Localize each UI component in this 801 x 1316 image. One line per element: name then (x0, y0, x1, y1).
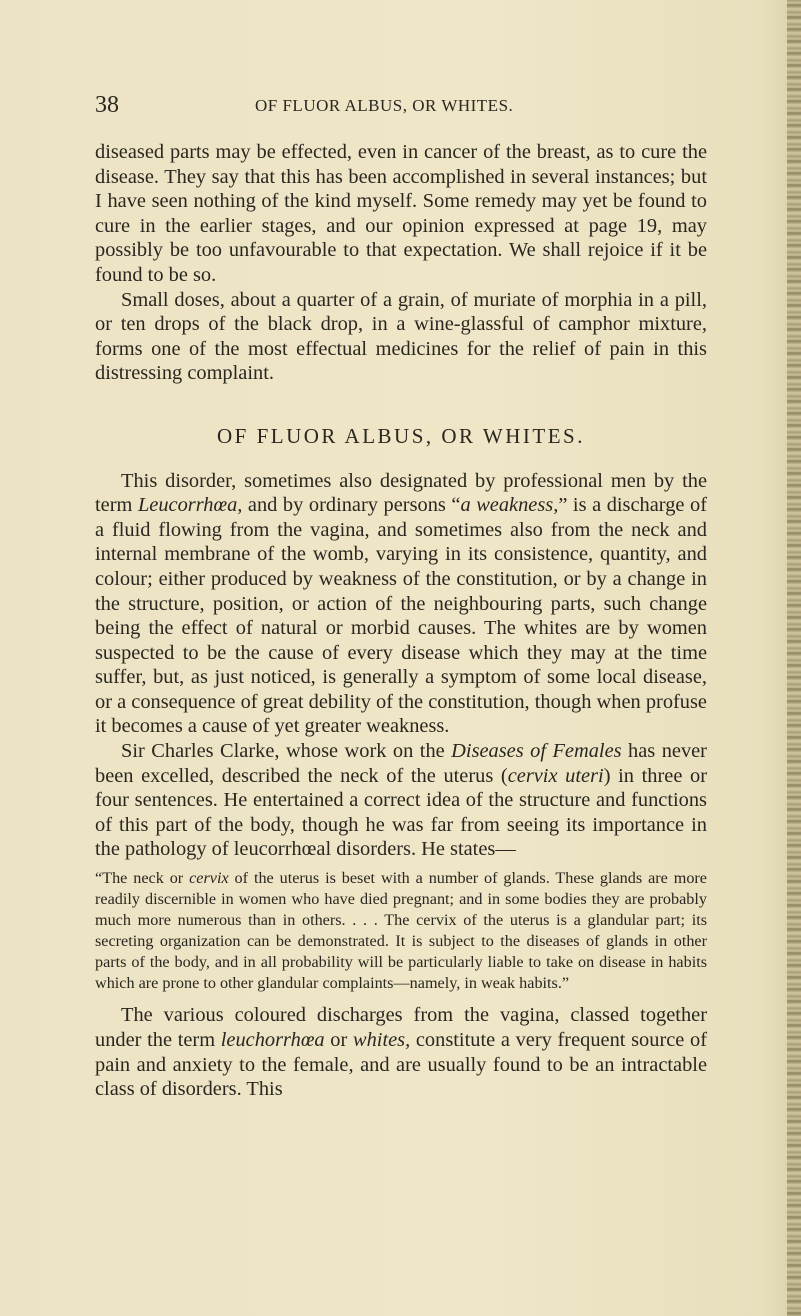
page-edge (787, 0, 801, 1316)
term-leuchorrhoea: leuchorrhœa (220, 1029, 325, 1052)
section-heading: OF FLUOR ALBUS, OR WHITES. (217, 423, 585, 448)
paragraph-4-text-b: has never been excelled, described the neck of the uterus ( (95, 740, 707, 787)
paragraph-2: Small doses, about a quarter of a grain, of muriate of morphia in a pill, or ten drops of the black drop, in a wine-glassful of camphor mixture, forms one of the most effectual medicines for the relief of pain in this distressing complaint. (95, 288, 707, 385)
book-title: Diseases of Females (451, 740, 622, 763)
term-whites: whites, (352, 1029, 411, 1052)
latin-term: cervix uteri (507, 764, 604, 787)
paragraph-3-text-c: ” is a discharge of a fluid flowing from the vagina, and sometimes also from the neck and internal membrane of the womb, varying in its consistence, quantity, and colour; either produced by weakness of the constitution, or by a change in the structure, position, or action of the neighbouring parts, such change being the effect of natural or morbid causes. The whites are by women suspected to be the cause of every disease which they may at the time suffer, but, as just noticed, is generally a symptom of some local disease, or a consequence of great debility of the constitution, though when profuse it becomes a cause of yet greater weakness. (95, 494, 708, 738)
quote-text-a: “The neck or (95, 869, 190, 888)
paragraph-4-text-a: Sir Charles Clarke, whose work on the (121, 740, 452, 763)
paragraph-3-text-a: This disorder, sometimes also designated by professional men by the term (95, 469, 707, 517)
term-leucorrhoea: Leucorrhœa, (137, 494, 243, 517)
paragraph-5-text-c: constitute a very frequent source of pain and anxiety to the female, and are usually found to be an intractable class of disorders. This (95, 1029, 707, 1101)
paragraph-4 (95, 739, 707, 862)
paragraph-5-text-a: The various coloured discharges from the vagina, classed together under the term (95, 1004, 707, 1052)
paragraph-5 (95, 1003, 707, 1101)
paragraph-5-text-b: or (324, 1029, 353, 1052)
running-head: OF FLUOR ALBUS, OR WHITES. (255, 96, 514, 115)
paragraph-1: diseased parts may be effected, even in cancer of the breast, as to cure the disease. They say that this has been accomplished in several instances; but I have seen nothing of the kind myself. Some remedy may yet be found to cure in the earlier stages, and our opinion expressed at page 19, may possibly be too unfavourable to that expectation. We shall rejoice if it be found to be so. (95, 141, 707, 286)
body-text (95, 140, 707, 1102)
quote-text-b: of the uterus is beset with a number of glands. These glands are more readily discernible in women who have died pregnant; and in some bodies they are probably much more numerous than in others. . . . The cervix of the uterus is a glandular part; its secreting organization can be demonstrated. It is subject to the diseases of glands in other parts of the body, and in all probability will be particularly liable to take on disease in habits which are prone to other glandular complaints—namely, in weak habits.” (95, 869, 707, 992)
paragraph-3-text-b: and by ordinary persons “ (242, 494, 461, 517)
block-quote (95, 868, 707, 993)
page-number: 38 (95, 92, 119, 118)
term-weakness: a weakness, (460, 494, 559, 517)
paragraph-3 (95, 469, 707, 740)
paragraph-4-text-c: ) in three or four sentences. He entertained a correct idea of the structure and functions of this part of the body, though he was far from seeing its importance in the pathology of leucorrhœal disorders. He states— (95, 764, 708, 861)
page-header (95, 92, 715, 122)
quote-term-cervix: cervix (189, 869, 229, 888)
